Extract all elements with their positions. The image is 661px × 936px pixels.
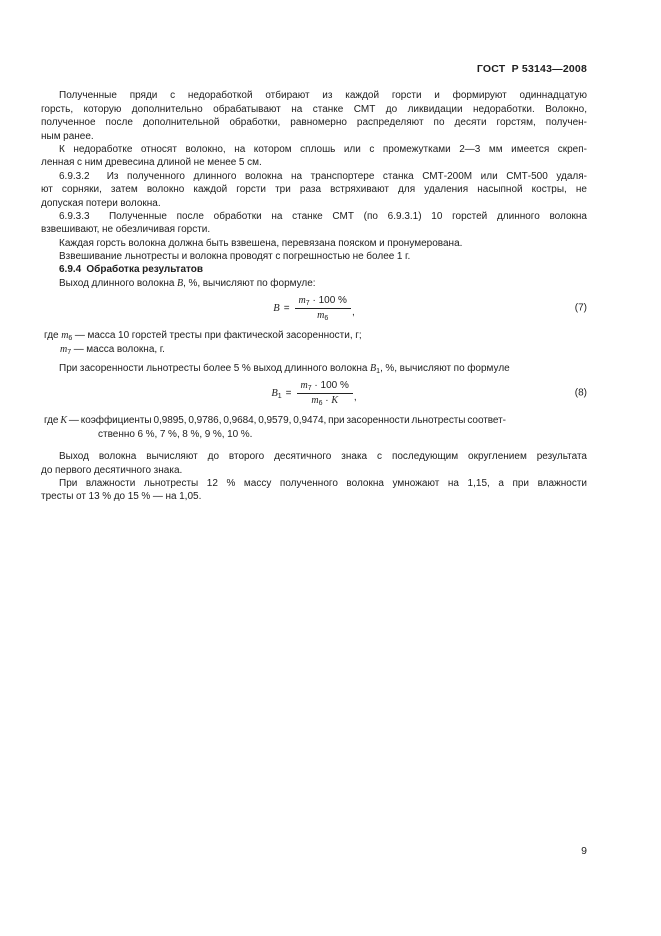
definition-list [44,414,587,441]
section-heading [41,263,587,276]
text-line: ственно 6 %, 7 %, 8 %, 9 %, 10 %. [98,428,253,440]
equals-sign: = [283,302,290,314]
formula-variable: B [273,302,280,314]
text-line: Каждая горсть волокна должна быть взвешена, перевязана пояском и пронумерована. [59,237,463,249]
paragraph [41,450,587,477]
fraction-numerator: $m_7 \cdot 100$ % [297,380,353,394]
text-line: где К — коэффициенты 0,9895, 0,9786, 0,9684, 0,9579, 0,9474, при засоренности льнотресты соответ- [44,415,506,427]
text-line: 6.9.3.2 Из полученного длинного волокна на транспортере станка СМТ-200М или СМТ-500 удаля- [59,170,587,182]
fraction [295,295,351,322]
text-line: полученное после дополнительной обработки, равномерно распределяют по десяти горстям, получен- [41,117,587,129]
text-line: тресты от 13 % до 15 % — на 1,05. [41,491,202,503]
formula-variable: $B_1$ [271,387,282,400]
text-line: Выход длинного волокна B, %, вычисляют по формуле: [59,277,316,289]
document-body [41,89,587,503]
text-line: ют сорняки, затем волокно каждой горсти три раза встряхивают для удаления насыпной костры, не [41,184,587,196]
text-line: взвешивают, не обезличивая горсти. [41,224,211,236]
text-line: 6.9.3.3 Полученные после обработки на станке СМТ (по 6.9.3.1) 10 горстей длинного волокна [59,210,587,222]
paragraph [41,170,587,210]
page-number: 9 [581,845,587,857]
paragraph [41,277,587,290]
text-line: Выход волокна вычисляют до второго десятичного знака с последующим округлением результата [59,451,587,463]
paragraph [41,237,587,250]
page-column [41,63,587,504]
fraction-denominator: $m_6 \cdot К$ [311,394,339,407]
formula-7-expression [273,294,354,322]
fraction [297,380,353,407]
paragraph [41,477,587,504]
standard-code-header: ГОСТ Р 53143—2008 [476,63,587,75]
text-line: При влажности льнотресты 12 % массу полученного волокна умножают на 1,15, а при влажности [59,478,587,489]
formula-8 [41,379,587,407]
fraction-denominator: $m_6$ [317,309,329,322]
formula-7 [41,294,587,322]
text-line: К недоработке относят волокно, на котором сплошь или с промежутками 2—3 мм имеется скреп- [59,143,587,155]
text-line: ным ранее. [41,130,94,142]
formula-8-expression [271,379,356,407]
text-line: допуская потери волокна. [41,197,161,209]
paragraph [41,362,587,375]
text-line: $m_7$ — масса волокна, г. [60,343,165,356]
text-line: Взвешивание льнотресты и волокна проводят с погрешностью не более 1 г. [59,251,411,263]
text-line: Полученные пряди с недоработкой отбирают из каждой горсти и формируют одиннадцатую [59,90,587,102]
text-line: до первого десятичного знака. [41,464,183,476]
definition-list [44,329,587,356]
text-line: горсть, которую дополнительно обрабатывают на станке СМТ до ликвидации недоработки. Волокно, [41,103,587,115]
paragraph [41,250,587,263]
text-line: где $m_6$ — масса 10 горстей тресты при фактической засоренности, г; [44,330,362,343]
formula-comma: , [353,392,357,404]
fraction-numerator: $m_7 \cdot 100$ % [295,295,351,309]
text-line: При засоренности льнотресты более 5 % выход длинного волокна $B_1$, %, вычисляют по формуле [59,363,510,376]
text-line: ленная с ним древесина длиной не менее 5 см. [41,157,262,169]
paragraph [41,210,587,237]
formula-comma: , [351,306,355,318]
text-line: 6.9.4 Обработка результатов [59,264,204,276]
equation-number: (8) [574,387,587,399]
equals-sign: = [285,387,292,399]
paragraph [41,89,587,143]
paragraph [41,143,587,170]
equation-number: (7) [574,302,587,314]
